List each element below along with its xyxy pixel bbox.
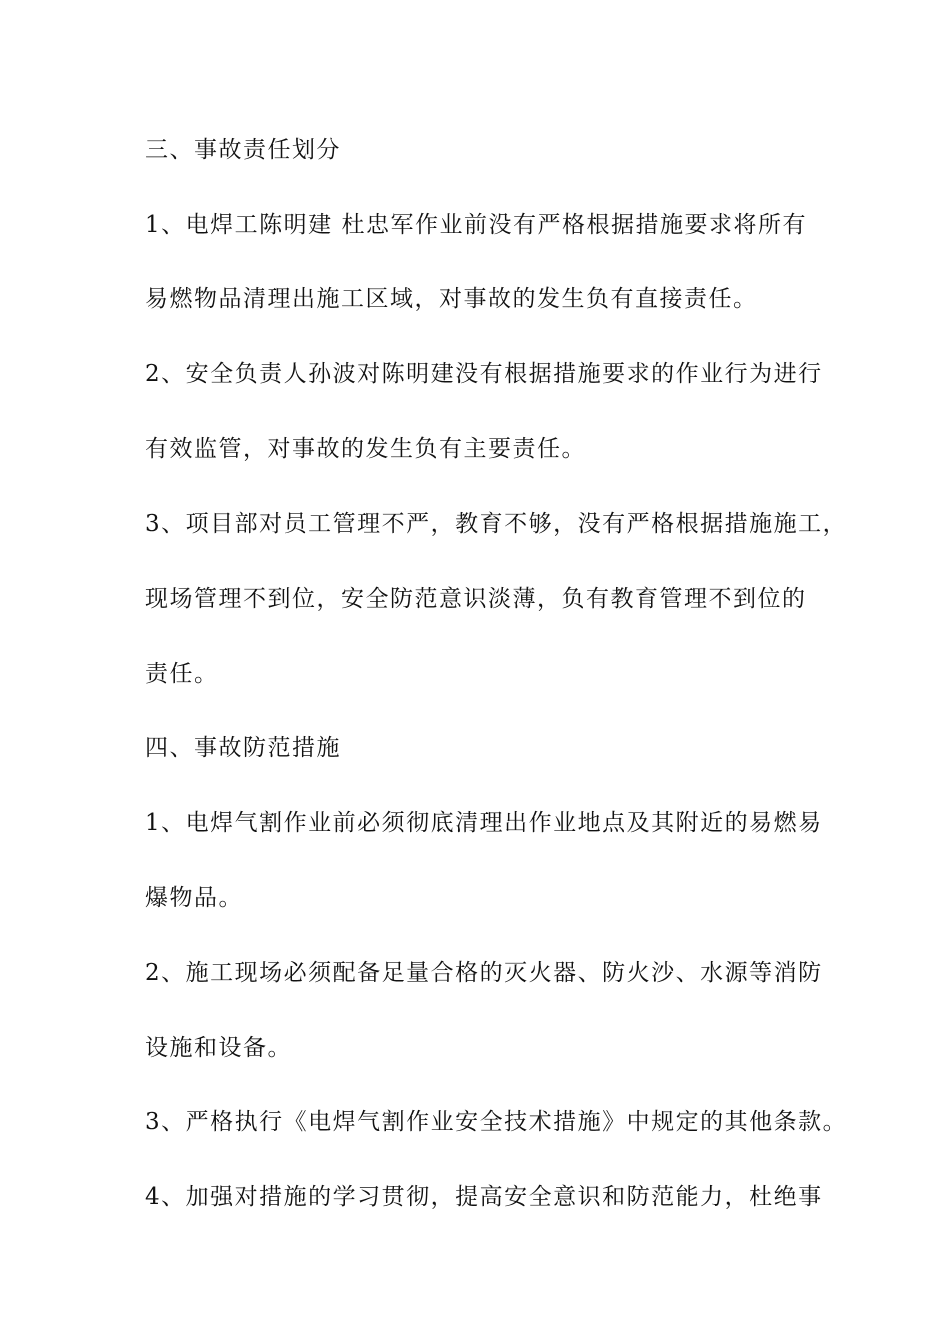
paragraph-line: 易燃物品清理出施工区域，对事故的发生负有直接责任。	[145, 286, 758, 312]
paragraph-line: 1、电焊气割作业前必须彻底清理出作业地点及其附近的易燃易	[145, 810, 823, 836]
paragraph-line: 3、项目部对员工管理不严，教育不够，没有严格根据措施施工，	[145, 511, 848, 537]
section-heading-prevention: 四、事故防范措施	[145, 735, 341, 761]
section-heading-responsibility: 三、事故责任划分	[145, 137, 341, 163]
paragraph-line: 设施和设备。	[145, 1035, 292, 1061]
paragraph-line: 3、严格执行《电焊气割作业安全技术措施》中规定的其他条款。	[145, 1109, 848, 1135]
paragraph-line: 有效监管，对事故的发生负有主要责任。	[145, 436, 586, 462]
paragraph-line: 责任。	[145, 661, 219, 687]
paragraph-line: 现场管理不到位，安全防范意识淡薄，负有教育管理不到位的	[145, 586, 807, 612]
paragraph-line: 爆物品。	[145, 885, 243, 911]
paragraph-line: 4、加强对措施的学习贯彻，提高安全意识和防范能力，杜绝事	[145, 1184, 823, 1210]
paragraph-line: 1、电焊工陈明建 杜忠军作业前没有严格根据措施要求将所有	[145, 212, 807, 238]
paragraph-line: 2、施工现场必须配备足量合格的灭火器、防火沙、水源等消防	[145, 960, 823, 986]
paragraph-line: 2、安全负责人孙波对陈明建没有根据措施要求的作业行为进行	[145, 361, 823, 387]
